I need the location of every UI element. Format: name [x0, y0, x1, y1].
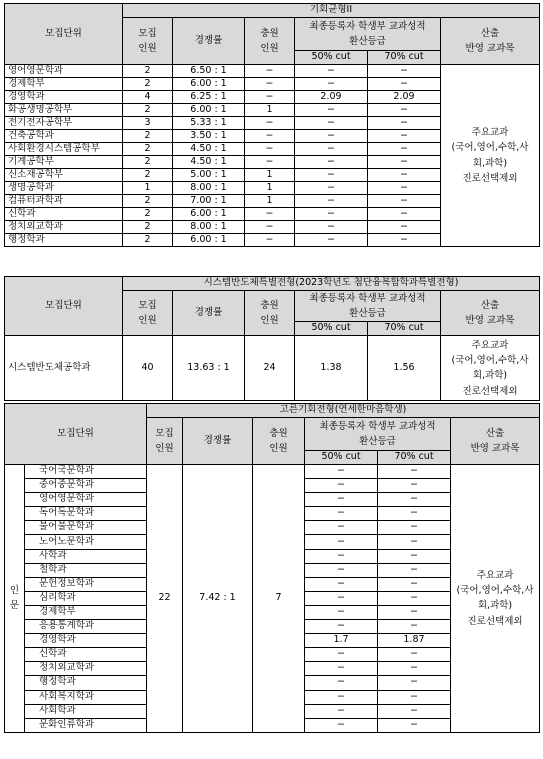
header-filled: 충원 인원: [245, 291, 295, 336]
table-row: [5, 65, 540, 78]
cut50-value: −: [295, 234, 368, 247]
rate-value: 6.25 : 1: [173, 91, 245, 104]
cut50-value: −: [305, 718, 378, 732]
cut70-value: −: [378, 648, 451, 662]
unit-name: 건축공학과: [5, 130, 123, 143]
cut70-value: −: [368, 182, 441, 195]
header-cut70: 70% cut: [368, 322, 441, 336]
quota-value: 2: [123, 169, 173, 182]
cut50-value: −: [305, 507, 378, 521]
header-calc-subjects: 산출 반영 교과목: [451, 418, 540, 465]
cut70-value: −: [368, 143, 441, 156]
rate-value: 5.00 : 1: [173, 169, 245, 182]
cut50-value: −: [305, 648, 378, 662]
cut70-value: −: [368, 221, 441, 234]
filled-value: −: [245, 91, 295, 104]
header-rate: 경쟁률: [173, 18, 245, 65]
header-quota: 모집 인원: [123, 291, 173, 336]
quota-value: 22: [147, 465, 183, 733]
rate-value: 4.50 : 1: [173, 156, 245, 169]
cut70-value: −: [378, 493, 451, 507]
table-row: [5, 336, 540, 401]
unit-name: 국어국문학과: [25, 465, 147, 479]
cut70-value: −: [378, 479, 451, 493]
rate-value: 13.63 : 1: [173, 336, 245, 401]
unit-name: 전기전자공학부: [5, 117, 123, 130]
cut70-value: −: [368, 156, 441, 169]
cut70-value: −: [368, 195, 441, 208]
header-grade: 최종등록자 학생부 교과성적 환산등급: [295, 18, 441, 51]
unit-name: 철학과: [25, 563, 147, 577]
cut70-value: −: [378, 507, 451, 521]
unit-name: 문화인류학과: [25, 718, 147, 732]
quota-value: 2: [123, 104, 173, 117]
calc-subject-line: 주요교과: [471, 127, 509, 139]
rate-value: 6.00 : 1: [173, 208, 245, 221]
quota-value: 2: [123, 234, 173, 247]
header-calc-subjects: 산출 반영 교과목: [441, 18, 540, 65]
unit-name: 신학과: [25, 648, 147, 662]
cut50-value: −: [305, 577, 378, 591]
cut70-value: −: [378, 662, 451, 676]
cut50-value: −: [305, 549, 378, 563]
table-row: [5, 465, 540, 479]
unit-name: 심리학과: [25, 591, 147, 605]
quota-value: 2: [123, 78, 173, 91]
cut50-value: 1.7: [305, 634, 378, 648]
calc-subject-line: 진로선택제외: [462, 172, 518, 184]
cut50-value: −: [295, 195, 368, 208]
unit-name: 생명공학과: [5, 182, 123, 195]
unit-name: 사회학과: [25, 704, 147, 718]
calc-subject-line: 진로선택제외: [467, 615, 523, 627]
header-cut50: 50% cut: [295, 322, 368, 336]
cut50-value: −: [305, 676, 378, 690]
header-quota: 모집 인원: [123, 18, 173, 65]
unit-name: 행정학과: [25, 676, 147, 690]
filled-value: −: [245, 234, 295, 247]
calc-subject-line: (국어,영어,수학,사: [451, 142, 529, 154]
cut70-value: −: [378, 704, 451, 718]
unit-name: 시스템반도체공학과: [5, 336, 123, 401]
cut70-value: −: [378, 591, 451, 605]
filled-value: 1: [245, 195, 295, 208]
cut50-value: −: [295, 208, 368, 221]
cut70-value: −: [368, 234, 441, 247]
cut50-value: −: [295, 104, 368, 117]
quota-value: 2: [123, 221, 173, 234]
cut70-value: −: [378, 690, 451, 704]
filled-value: 1: [245, 182, 295, 195]
filled-value: −: [245, 117, 295, 130]
calc-subject-line: 회,과학): [472, 157, 508, 169]
unit-name: 경제학부: [5, 78, 123, 91]
cut70-value: −: [378, 718, 451, 732]
header-rate: 경쟁률: [183, 418, 253, 465]
cut70-value: −: [378, 521, 451, 535]
cut50-value: −: [295, 182, 368, 195]
unit-name: 사학과: [25, 549, 147, 563]
unit-name: 중어중문학과: [25, 479, 147, 493]
rate-value: 8.00 : 1: [173, 221, 245, 234]
header-filled: 충원 인원: [245, 18, 295, 65]
filled-value: −: [245, 156, 295, 169]
unit-name: 신학과: [5, 208, 123, 221]
cut70-value: −: [368, 65, 441, 78]
unit-name: 경영학과: [25, 634, 147, 648]
table-equal-opportunity: [4, 403, 540, 733]
quota-value: 3: [123, 117, 173, 130]
rate-value: 7.00 : 1: [173, 195, 245, 208]
unit-name: 경영학과: [5, 91, 123, 104]
cut50-value: −: [305, 563, 378, 577]
filled-value: 24: [245, 336, 295, 401]
calc-subjects: 주요교과 (국어,영어,수학,사 회,과학) 진로선택제외: [441, 336, 540, 401]
cut50-value: −: [305, 493, 378, 507]
unit-name: 노어노문학과: [25, 535, 147, 549]
calc-subject-line: (국어,영어,수학,사: [456, 585, 534, 597]
rate-value: 7.42 : 1: [183, 465, 253, 733]
quota-value: 2: [123, 130, 173, 143]
cut50-value: −: [295, 117, 368, 130]
cut70-value: 2.09: [368, 91, 441, 104]
cut70-value: −: [378, 577, 451, 591]
table2-title: 시스템반도체특별전형(2023학년도 첨단융복합학과특별전형): [123, 277, 540, 291]
cut50-value: −: [295, 65, 368, 78]
cut70-value: −: [378, 605, 451, 619]
header-cut50: 50% cut: [295, 51, 368, 65]
calc-subjects: [441, 65, 540, 247]
unit-name: 사회복지학과: [25, 690, 147, 704]
filled-value: 1: [245, 169, 295, 182]
rate-value: 6.00 : 1: [173, 234, 245, 247]
cut70-value: −: [368, 208, 441, 221]
unit-name: 응용통계학과: [25, 620, 147, 634]
category-char: 인: [9, 585, 20, 597]
calc-subject-line: 회,과학): [477, 600, 513, 612]
unit-name: 정치외교학과: [25, 662, 147, 676]
unit-name: 독어독문학과: [25, 507, 147, 521]
header-unit: 모집단위: [5, 4, 123, 65]
filled-value: −: [245, 65, 295, 78]
unit-name: 기계공학부: [5, 156, 123, 169]
quota-value: 2: [123, 195, 173, 208]
cut50-value: −: [305, 465, 378, 479]
cut50-value: −: [295, 169, 368, 182]
filled-value: −: [245, 143, 295, 156]
table3-title: 고른기회전형(연세한마음학생): [147, 404, 540, 418]
cut70-value: −: [368, 78, 441, 91]
cut50-value: −: [295, 130, 368, 143]
cut50-value: −: [305, 620, 378, 634]
cut50-value: −: [305, 704, 378, 718]
cut70-value: −: [368, 104, 441, 117]
cut50-value: −: [305, 535, 378, 549]
unit-name: 화공생명공학부: [5, 104, 123, 117]
filled-value: −: [245, 208, 295, 221]
table1-title: 기회균형II: [123, 4, 540, 18]
unit-name: 신소재공학부: [5, 169, 123, 182]
rate-value: 6.00 : 1: [173, 104, 245, 117]
cut70-value: −: [368, 169, 441, 182]
cut50-value: −: [295, 221, 368, 234]
cut50-value: −: [295, 156, 368, 169]
header-quota: 모집 인원: [147, 418, 183, 465]
unit-name: 정치외교학과: [5, 221, 123, 234]
quota-value: 1: [123, 182, 173, 195]
rate-value: 5.33 : 1: [173, 117, 245, 130]
calc-subjects: [451, 465, 540, 733]
rate-value: 6.50 : 1: [173, 65, 245, 78]
unit-name: 영어영문학과: [5, 65, 123, 78]
cut70-value: −: [368, 117, 441, 130]
table-opportunity-balance: [4, 3, 540, 247]
header-grade: 최종등록자 학생부 교과성적 환산등급: [305, 418, 451, 451]
cut70-value: −: [378, 620, 451, 634]
cut50-value: −: [295, 78, 368, 91]
quota-value: 2: [123, 208, 173, 221]
header-cut70: 70% cut: [368, 51, 441, 65]
rate-value: 3.50 : 1: [173, 130, 245, 143]
cut50-value: −: [295, 143, 368, 156]
cut70-value: −: [378, 563, 451, 577]
header-unit: 모집단위: [5, 404, 147, 465]
cut50-value: −: [305, 662, 378, 676]
unit-name: 경제학부: [25, 605, 147, 619]
cut50-value: 1.38: [295, 336, 368, 401]
category-label: [5, 465, 25, 733]
cut50-value: 2.09: [295, 91, 368, 104]
cut70-value: −: [378, 549, 451, 563]
cut50-value: −: [305, 591, 378, 605]
unit-name: 행정학과: [5, 234, 123, 247]
header-grade: 최종등록자 학생부 교과성적 환산등급: [295, 291, 441, 322]
cut50-value: −: [305, 690, 378, 704]
cut70-value: −: [378, 465, 451, 479]
rate-value: 4.50 : 1: [173, 143, 245, 156]
filled-value: −: [245, 130, 295, 143]
cut70-value: 1.56: [368, 336, 441, 401]
rate-value: 6.00 : 1: [173, 78, 245, 91]
unit-name: 컴퓨터과학과: [5, 195, 123, 208]
rate-value: 8.00 : 1: [173, 182, 245, 195]
quota-value: 2: [123, 156, 173, 169]
cut70-value: −: [378, 676, 451, 690]
cut50-value: −: [305, 521, 378, 535]
table-system-semiconductor: [4, 276, 540, 401]
calc-subject-line: 주요교과: [476, 570, 514, 582]
header-calc-subjects: 산출 반영 교과목: [441, 291, 540, 336]
unit-name: 문헌정보학과: [25, 577, 147, 591]
quota-value: 2: [123, 65, 173, 78]
filled-value: 7: [253, 465, 305, 733]
category-char: 문: [9, 600, 20, 612]
quota-value: 40: [123, 336, 173, 401]
cut50-value: −: [305, 479, 378, 493]
header-cut70: 70% cut: [378, 451, 451, 465]
header-rate: 경쟁률: [173, 291, 245, 336]
cut50-value: −: [305, 605, 378, 619]
header-filled: 충원 인원: [253, 418, 305, 465]
filled-value: 1: [245, 104, 295, 117]
header-cut50: 50% cut: [305, 451, 378, 465]
header-unit: 모집단위: [5, 277, 123, 336]
filled-value: −: [245, 221, 295, 234]
cut70-value: −: [368, 130, 441, 143]
unit-name: 영어영문학과: [25, 493, 147, 507]
cut70-value: 1.87: [378, 634, 451, 648]
unit-name: 사회환경시스템공학부: [5, 143, 123, 156]
quota-value: 4: [123, 91, 173, 104]
filled-value: −: [245, 78, 295, 91]
unit-name: 불어불문학과: [25, 521, 147, 535]
cut70-value: −: [378, 535, 451, 549]
quota-value: 2: [123, 143, 173, 156]
